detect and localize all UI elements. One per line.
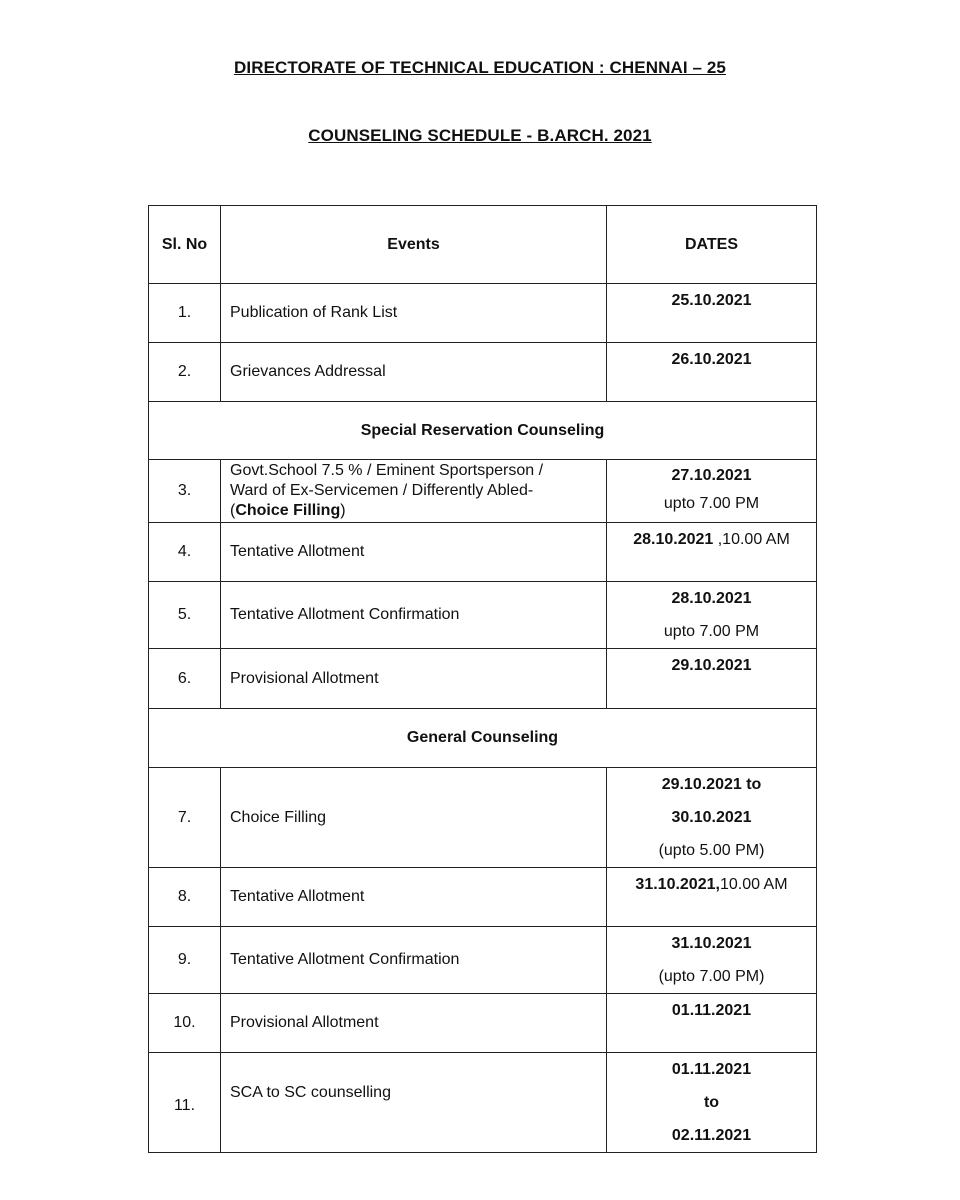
row-event: Provisional Allotment (221, 994, 607, 1053)
date-value: 30.10.2021 (671, 809, 752, 826)
event-line: Govt.School 7.5 % / Eminent Sportsperson / (230, 462, 544, 479)
row-number: 11. (149, 1053, 221, 1153)
row-event: Tentative Allotment Confirmation (221, 927, 607, 994)
row-date (607, 523, 817, 582)
row-date (607, 927, 817, 994)
table-row (149, 460, 817, 523)
table-row (149, 649, 817, 709)
date-value: 01.11.2021 (671, 1061, 752, 1078)
date-note: (upto 5.00 PM) (658, 842, 765, 859)
table-header-row (149, 206, 817, 284)
row-number: 5. (149, 582, 221, 649)
row-number: 3. (149, 460, 221, 523)
section-row-general (149, 709, 817, 768)
row-event: Provisional Allotment (221, 649, 607, 709)
row-event (221, 460, 607, 523)
row-number: 4. (149, 523, 221, 582)
row-date (607, 868, 817, 927)
event-line (230, 501, 606, 521)
row-date: 25.10.2021 (607, 284, 817, 343)
date-note: upto 7.00 PM (663, 623, 760, 640)
row-number: 1. (149, 284, 221, 343)
table-row (149, 284, 817, 343)
paren-close: ) (340, 502, 346, 519)
column-header-dates: DATES (607, 206, 817, 284)
row-number: 2. (149, 343, 221, 402)
table-row (149, 1053, 817, 1153)
row-number: 7. (149, 768, 221, 868)
section-row-special-reservation (149, 402, 817, 460)
row-date: 29.10.2021 (607, 649, 817, 709)
section-title: General Counseling (149, 709, 817, 768)
row-date: 01.11.2021 (607, 994, 817, 1053)
row-number: 8. (149, 868, 221, 927)
date-connector: to (703, 1094, 720, 1111)
date-note: upto 7.00 PM (663, 495, 760, 512)
date-value: 28.10.2021 (633, 531, 714, 548)
date-time: ,10.00 AM (713, 531, 790, 548)
table-row (149, 927, 817, 994)
page-subtitle: COUNSELING SCHEDULE - B.ARCH. 2021 (308, 126, 652, 145)
section-title: Special Reservation Counseling (149, 402, 817, 460)
row-number: 6. (149, 649, 221, 709)
row-event: Tentative Allotment Confirmation (221, 582, 607, 649)
table-row (149, 994, 817, 1053)
row-date (607, 768, 817, 868)
table-row (149, 582, 817, 649)
date-time: 10.00 AM (719, 876, 788, 893)
row-date (607, 1053, 817, 1153)
row-event: Publication of Rank List (221, 284, 607, 343)
row-date (607, 460, 817, 523)
choice-filling-label: Choice Filling (235, 502, 341, 519)
event-line: Ward of Ex-Servicemen / Differently Abled- (230, 482, 534, 499)
date-value: 27.10.2021 (671, 467, 752, 484)
table-row (149, 343, 817, 402)
row-event: Grievances Addressal (221, 343, 607, 402)
date-value: 31.10.2021, (635, 876, 720, 893)
page-title: DIRECTORATE OF TECHNICAL EDUCATION : CHENNAI – 25 (234, 58, 726, 77)
row-event: Choice Filling (221, 768, 607, 868)
paren-open: ( (230, 502, 236, 519)
row-event: SCA to SC counselling (221, 1053, 607, 1153)
schedule-table (148, 205, 817, 1153)
row-event: Tentative Allotment (221, 523, 607, 582)
date-value: 31.10.2021 (671, 935, 752, 952)
date-value: 28.10.2021 (671, 590, 752, 607)
date-note: (upto 7.00 PM) (658, 968, 765, 985)
date-value: 29.10.2021 to (661, 776, 762, 793)
row-date: 26.10.2021 (607, 343, 817, 402)
row-number: 9. (149, 927, 221, 994)
row-event: Tentative Allotment (221, 868, 607, 927)
row-number: 10. (149, 994, 221, 1053)
date-value: 02.11.2021 (671, 1127, 752, 1144)
column-header-events: Events (221, 206, 607, 284)
row-date (607, 582, 817, 649)
column-header-slno: Sl. No (149, 206, 221, 284)
table-row (149, 523, 817, 582)
table-row (149, 768, 817, 868)
table-row (149, 868, 817, 927)
